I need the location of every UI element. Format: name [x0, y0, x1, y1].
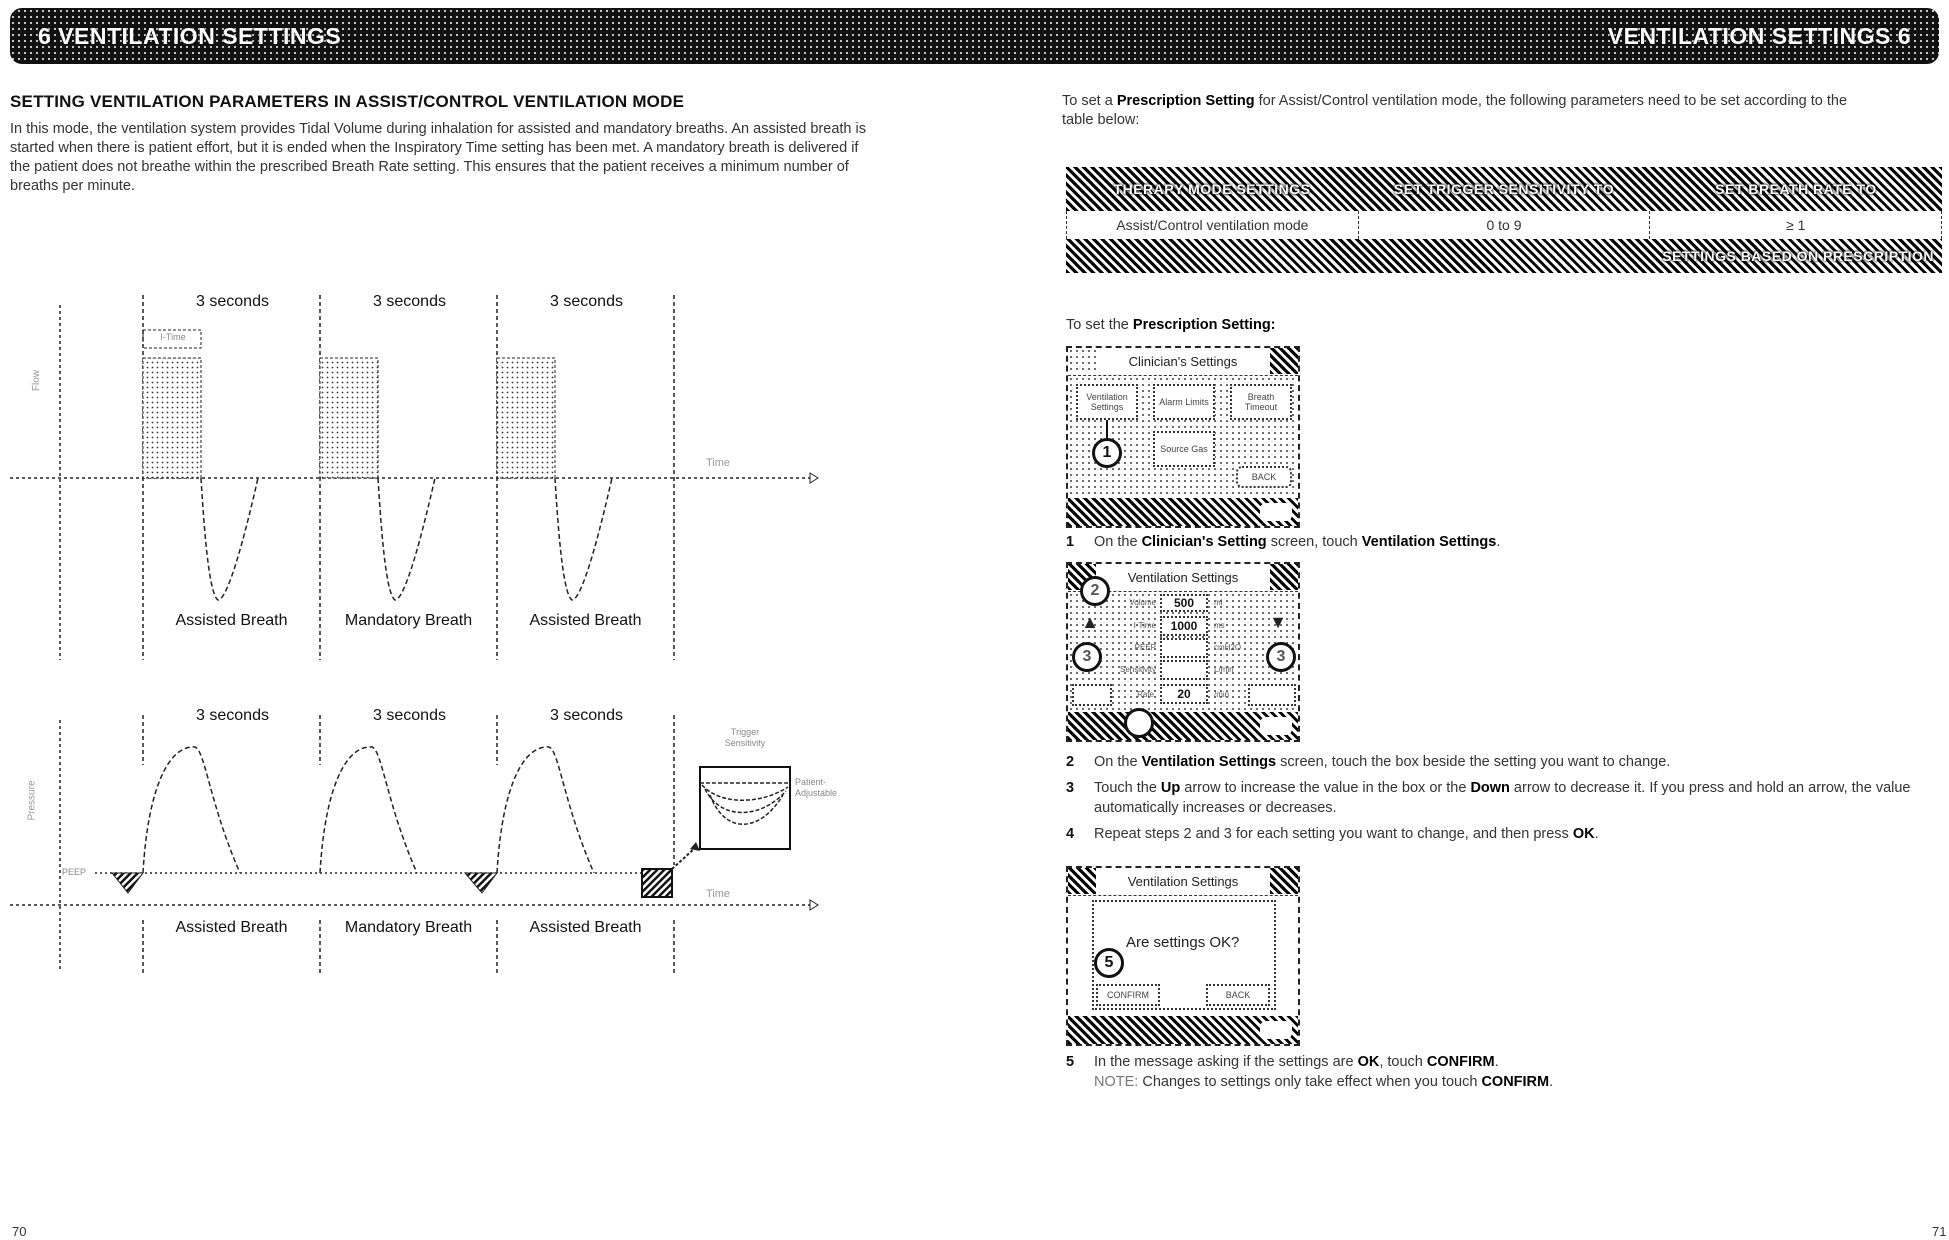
- header-cell: SET BREATH RATE TO: [1715, 181, 1877, 197]
- ventilation-settings-screen: [1066, 562, 1300, 742]
- step-4: 4 Repeat steps 2 and 3 for each setting you want to change, and then press OK.: [1066, 826, 1599, 842]
- down-arrow-icon[interactable]: ▼: [1269, 612, 1287, 632]
- i-time-label: I-Time: [1133, 621, 1156, 630]
- left-page: [10, 92, 890, 196]
- step-5: 5 In the message asking if the settings are OK, touch CONFIRM. NOTE: Changes to settings only take effect when you touch CONFIRM.: [1066, 1052, 1946, 1092]
- table-cell: Assist/Control ventilation mode: [1067, 211, 1359, 239]
- screen-title: Clinician's Settings: [1128, 354, 1238, 369]
- clinician-settings-screen: [1066, 346, 1300, 528]
- header-cell: SET TRIGGER SENSITIVITY TO: [1393, 181, 1615, 197]
- volume-label: Volume: [1129, 598, 1156, 607]
- table-row: [1066, 211, 1942, 239]
- i-time-unit: ms: [1214, 621, 1225, 630]
- peep-value-box[interactable]: [1160, 638, 1208, 658]
- prescription-table: [1066, 167, 1942, 273]
- home-icon[interactable]: [1068, 868, 1096, 894]
- segment-label-3: Assisted Breath: [529, 612, 642, 629]
- pressure-waveform-chart: [0, 705, 870, 985]
- table-cell: ≥ 1: [1786, 217, 1806, 233]
- confirm-button[interactable]: CONFIRM: [1096, 984, 1160, 1006]
- callout-5: 5: [1094, 948, 1124, 978]
- x-axis-label: Time: [706, 888, 731, 900]
- screen-title-bar: [1068, 348, 1298, 376]
- right-page-number: 71: [1932, 1224, 1947, 1239]
- callout-4: 4: [1124, 708, 1154, 738]
- alarm-limits-button[interactable]: Alarm Limits: [1153, 384, 1215, 420]
- status-bar: [1068, 1016, 1298, 1044]
- confirm-question: Are settings OK?: [1126, 934, 1240, 951]
- cancel-button[interactable]: CANCEL: [1248, 684, 1296, 706]
- segment-label-1: Assisted Breath: [175, 612, 288, 629]
- rate-value-box[interactable]: 20: [1160, 684, 1208, 704]
- confirm-settings-screen: [1066, 866, 1300, 1046]
- section-title: SETTING VENTILATION PARAMETERS IN ASSIST/CONTROL VENTILATION MODE: [10, 92, 685, 111]
- ok-button[interactable]: OK: [1072, 684, 1112, 706]
- left-chapter-title: 6 VENTILATION SETTINGS: [38, 22, 342, 49]
- sensitivity-unit: L/min: [1214, 665, 1234, 674]
- interval-label-1: 3 seconds: [196, 293, 269, 310]
- battery-icon: [1260, 1021, 1292, 1039]
- segment-label-2: Mandatory Breath: [344, 612, 473, 629]
- callout-3-left: 3: [1072, 642, 1102, 672]
- peep-label: PEEP: [62, 867, 87, 877]
- battery-icon: [1260, 717, 1292, 735]
- screen-body: [1068, 582, 1298, 712]
- steps-2-4: [1066, 752, 1946, 844]
- sensitivity-label: Sensitivity: [1119, 665, 1156, 674]
- table-cell: 0 to 9: [1359, 211, 1651, 239]
- step-number: 1: [1066, 534, 1075, 550]
- callout-leader: [1106, 420, 1108, 440]
- home-icon[interactable]: [1068, 348, 1096, 374]
- screen-title: Ventilation Settings: [1127, 874, 1239, 889]
- segment-label-1: Assisted Breath: [175, 919, 288, 936]
- callout-2: 2: [1080, 576, 1110, 606]
- screen-body: [1068, 896, 1298, 1016]
- to-set-bold: Prescription Setting:: [1132, 317, 1276, 333]
- note: NOTE: Changes to settings only take effect when you touch CONFIRM.: [1094, 1074, 1554, 1090]
- up-arrow-icon[interactable]: ▲: [1081, 612, 1099, 632]
- table-footer: SETTINGS BASED ON PRESCRIPTION: [1066, 239, 1942, 273]
- back-button[interactable]: BACK: [1206, 984, 1270, 1006]
- tools-icon[interactable]: [1270, 868, 1298, 894]
- back-button[interactable]: BACK: [1236, 466, 1292, 488]
- step-3: 3 Touch the Up arrow to increase the value in the box or the Down arrow to decrease it. If you press and hold an arrow, the value automatically increases or decreases.: [1066, 780, 1911, 816]
- intro-text-end: for Assist/Control ventilation mode, the following parameters need to be set according to the table below:: [1062, 93, 1848, 128]
- interval-label-2: 3 seconds: [373, 293, 446, 310]
- to-set-text: To set the: [1066, 317, 1133, 333]
- rate-label: Rate: [1137, 690, 1154, 699]
- tools-icon[interactable]: [1270, 348, 1298, 374]
- i-time-label: I-Time: [160, 332, 186, 342]
- tools-icon[interactable]: [1270, 564, 1298, 590]
- status-bar: [1068, 712, 1298, 740]
- i-time-value-box[interactable]: 1000: [1160, 616, 1208, 636]
- intro-bold: Prescription Setting: [1116, 93, 1255, 109]
- screen-title-bar: [1068, 868, 1298, 896]
- ventilation-settings-button[interactable]: Ventilation Settings: [1076, 384, 1138, 420]
- table-header: [1066, 167, 1942, 211]
- y-axis-label: Flow: [31, 369, 43, 392]
- y-axis-label: Pressure: [26, 780, 38, 821]
- sensitivity-value-box[interactable]: [1160, 660, 1208, 680]
- callout-3-right: 3: [1266, 642, 1296, 672]
- patient-adjustable-label: Patient-Adjustable: [795, 777, 838, 798]
- step-2: 2 On the Ventilation Settings screen, touch the box beside the setting you want to change.: [1066, 754, 1671, 770]
- to-set-heading: [1066, 316, 1276, 335]
- segment-label-3: Assisted Breath: [529, 919, 642, 936]
- x-axis-label: Time: [706, 457, 731, 469]
- left-page-number: 70: [12, 1224, 27, 1239]
- intro-text: To set a: [1062, 93, 1117, 109]
- flow-waveform-chart: [0, 285, 830, 675]
- segment-label-2: Mandatory Breath: [344, 919, 473, 936]
- interval-label-3: 3 seconds: [550, 707, 623, 724]
- volume-unit: ml: [1214, 598, 1223, 607]
- screen-body: [1068, 376, 1298, 498]
- peep-label: PEEP: [1134, 643, 1156, 652]
- right-page-intro: [1062, 92, 1942, 130]
- chapter-header-bar: [10, 8, 1939, 64]
- peep-unit: cmH2O: [1214, 643, 1242, 652]
- status-bar: [1068, 498, 1298, 526]
- interval-label-3: 3 seconds: [550, 293, 623, 310]
- volume-value-box[interactable]: 500: [1160, 594, 1208, 612]
- callout-1: 1: [1092, 438, 1122, 468]
- screen-title: Ventilation Settings: [1127, 570, 1239, 585]
- battery-icon: [1260, 503, 1292, 521]
- intro-paragraph: In this mode, the ventilation system provides Tidal Volume during inhalation for assisted and mandatory breaths. An assisted breath is started when there is patient effort, but it is ended when the Inspiratory Time setting has been met. A mandatory breath is delivered if the patient does not breathe within the prescribed Breath Rate setting. This ensures that the patient receives a minimum number of breaths per minute.: [10, 121, 866, 194]
- source-gas-button[interactable]: Source Gas: [1153, 431, 1215, 467]
- interval-label-1: 3 seconds: [196, 707, 269, 724]
- interval-label-2: 3 seconds: [373, 707, 446, 724]
- right-chapter-title: VENTILATION SETTINGS 6: [1607, 22, 1911, 49]
- breath-timeout-button[interactable]: Breath Timeout: [1230, 384, 1292, 420]
- rate-unit: /min: [1214, 690, 1230, 699]
- trigger-sensitivity-label: Trigger Sensitivity: [724, 727, 766, 748]
- header-cell: THERAPY MODE SETTINGS: [1113, 181, 1311, 197]
- step-1: 1 On the Clinician's Setting screen, touch Ventilation Settings.: [1066, 534, 1501, 550]
